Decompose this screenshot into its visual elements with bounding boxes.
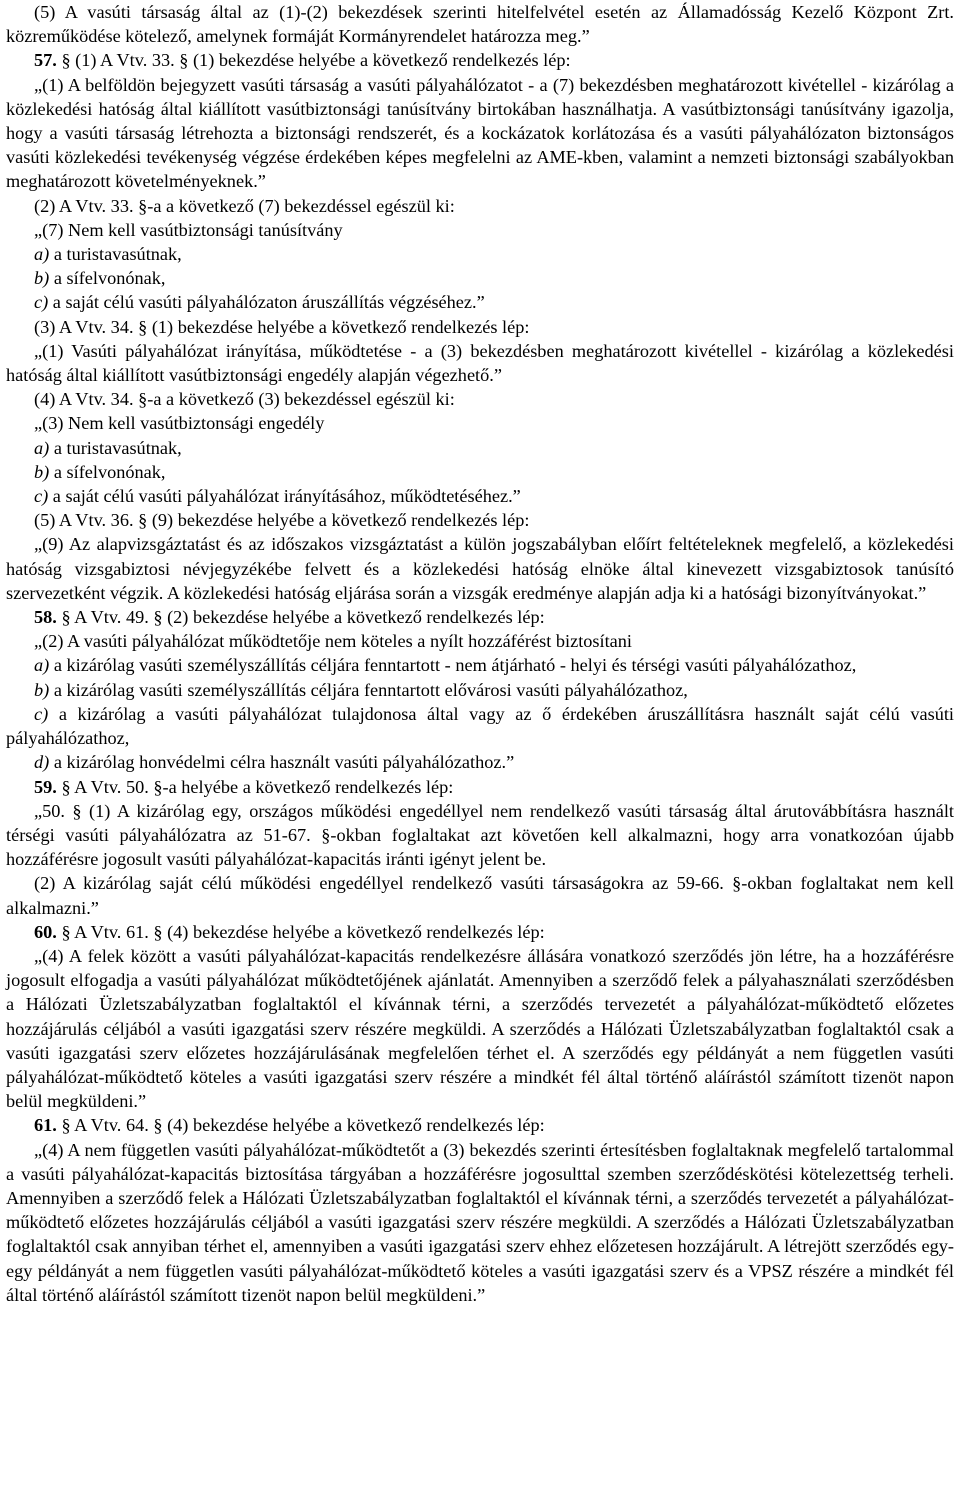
list-label: c) — [34, 292, 49, 313]
list-item: b) a sífelvonónak, — [34, 268, 166, 289]
paragraph: (2) A kizárólag saját célú működési engedéllyel rendelkező vasúti társaságokra az 59-66. §-okban foglaltakat nem kell alkalmazni.” — [6, 873, 954, 918]
section-number: 60. — [34, 921, 57, 942]
list-item: d) a kizárólag honvédelmi célra használt vasúti pályahálózathoz.” — [34, 752, 515, 773]
section-heading: 58. § A Vtv. 49. § (2) bekezdése helyébe a következő rendelkezés lép: — [34, 607, 545, 628]
section-number: 59. — [34, 776, 57, 797]
list-item: a) a turistavasútnak, — [34, 437, 182, 458]
section-number: 57. — [34, 50, 57, 71]
list-item: a) a turistavasútnak, — [34, 244, 182, 265]
paragraph: „(3) Nem kell vasútbiztonsági engedély — [34, 413, 325, 434]
list-label: a) — [34, 655, 50, 676]
paragraph: (4) A Vtv. 34. §-a a következő (3) bekezdéssel egészül ki: — [34, 389, 455, 410]
paragraph: (5) A vasúti társaság által az (1)-(2) bekezdések szerinti hitelfelvétel esetén az Államadósság Kezelő Központ Zrt. közreműködése kötelező, amelynek formáját Kormányrendelet határozza meg.” — [6, 2, 954, 47]
section-heading: 60. § A Vtv. 61. § (4) bekezdése helyébe a következő rendelkezés lép: — [34, 921, 545, 942]
list-item: a) a kizárólag vasúti személyszállítás céljára fenntartott - nem átjárható - helyi és térségi vasúti pályahálózathoz, — [34, 655, 857, 676]
paragraph: „(4) A felek között a vasúti pályahálózat-kapacitás rendelkezésre állására vonatkozó szerződés jön létre, ha a hozzáférésre jogosult elfogadja a vasúti pályahálózat működtetőjének ajánlatát. Amennyiben a szerződő felek a pályahasználati szerződésben a Hálózati Üzletszabályzatban foglaltaktól el kívánnak térni, a szerződés tervezetét a pályahálózat-működtető előzetes hozzájárulás céljából a vasúti igazgatási szerv részére megküldi. A szerződés a Hálózati Üzletszabályzatban foglaltaktól csak a vasúti igazgatási szerv előzetes hozzájárulásának megfelelően térhet el. A szerződés egy példányát a nem független vasúti pályahálózat-működtető köteles a vasúti igazgatási szerv részére a mindkét fél által történő aláírástól számított tizenöt napon belül megküldeni.” — [6, 945, 954, 1112]
list-item: b) a kizárólag vasúti személyszállítás céljára fenntartott elővárosi vasúti pályahálózathoz, — [34, 679, 688, 700]
section-number: 58. — [34, 607, 57, 628]
section-number: 61. — [34, 1115, 57, 1136]
list-label: c) — [34, 486, 49, 507]
paragraph: „(9) Az alapvizsgáztatást és az időszakos vizsgáztatást a külön jogszabályban előírt feltételeknek megfelelő, a közlekedési hatóság vizsgabiztosi névjegyzékébe felvett és a közlekedési hatóság elnöke által kinevezett vizsgabiztosok tanúsító szervezetként végzik. A közlekedési hatóság eljárása során a vizsgák eredménye alapján adja ki a hatósági bizonyítványokat.” — [6, 534, 954, 603]
list-label: a) — [34, 244, 50, 265]
paragraph: (3) A Vtv. 34. § (1) bekezdése helyébe a következő rendelkezés lép: — [34, 316, 530, 337]
list-item: c) a saját célú vasúti pályahálózat irányításához, működtetéséhez.” — [34, 486, 521, 507]
paragraph: „(2) A vasúti pályahálózat működtetője nem köteles a nyílt hozzáférést biztosítani — [34, 631, 633, 652]
paragraph: (5) A Vtv. 36. § (9) bekezdése helyébe a következő rendelkezés lép: — [34, 510, 530, 531]
paragraph: „(1) Vasúti pályahálózat irányítása, működtetése - a (3) bekezdésben meghatározott kivétellel - kizárólag a közlekedési hatóság által kiállított vasútbiztonsági engedély alapján végezhető.” — [6, 340, 954, 386]
list-label: a) — [34, 437, 50, 458]
list-label: c) — [34, 703, 49, 724]
list-item: c) a kizárólag a vasúti pályahálózat tulajdonosa által vagy az ő érdekében áruszállításra használt saját célú vasúti pályahálózathoz, — [6, 703, 954, 749]
paragraph: „(1) A belföldön bejegyzett vasúti társaság a vasúti pályahálózatot - a (7) bekezdésben meghatározott kivétellel - kizárólag a közlekedési hatóság által kiállított vasútbiztonsági tanúsítvány birtokában használhatja. A vasútbiztonsági tanúsítvány igazolja, hogy a vasúti társaság létrehozta a biztonsági rendszerét, és a kockázatok korlátozása és a vasúti pályahálózaton biztonságos vasúti közlekedési tevékenység végzése érdekében képes megfelelni az AME-kben, valamint a nemzeti biztonsági szabályokban meghatározott követelményeknek.” — [6, 74, 954, 192]
section-heading: 57. § (1) A Vtv. 33. § (1) bekezdése helyébe a következő rendelkezés lép: — [34, 50, 571, 71]
section-heading: 61. § A Vtv. 64. § (4) bekezdése helyébe a következő rendelkezés lép: — [34, 1115, 545, 1136]
section-heading: 59. § A Vtv. 50. §-a helyébe a következő rendelkezés lép: — [34, 776, 454, 797]
list-label: b) — [34, 461, 50, 482]
list-item: c) a saját célú vasúti pályahálózaton áruszállítás végzéséhez.” — [34, 292, 485, 313]
paragraph: (2) A Vtv. 33. §-a a következő (7) bekezdéssel egészül ki: — [34, 195, 455, 216]
list-label: d) — [34, 752, 50, 773]
paragraph: „50. § (1) A kizárólag egy, országos működési engedéllyel nem rendelkező vasúti társaság által árutovábbításra használt térségi vasúti pályahálózatra az 51-67. §-okban foglaltakat azt követően kell alkalmazni, hogy arra vonatkozóan újabb hozzáférésre jogosult vasúti pályahálózat-kapacitás iránti igényt jelent be. — [6, 800, 954, 870]
list-label: b) — [34, 679, 50, 700]
list-item: b) a sífelvonónak, — [34, 461, 166, 482]
paragraph: „(4) A nem független vasúti pályahálózat-működtetőt a (3) bekezdés szerinti értesítésben foglaltaknak megfelelő tartalommal a vasúti pályahálózat-kapacitás biztosítása tárgyában a hozzáférésre jogosulttal szemben szerződéskötési kötelezettség terheli. Amennyiben a szerződő felek a Hálózati Üzletszabályzatban foglaltaktól el kívánnak térni, a szerződés tervezetét a pályahálózat-működtető előzetes hozzájárulás céljából a vasúti igazgatási szerv részére megküldi. A szerződés a Hálózati Üzletszabályzatban foglaltaktól csak annyiban térhet el, amennyiben a vasúti igazgatási szerv ehhez előzetesen hozzájárult. A létrejött szerződés egy-egy példányát a nem független vasúti pályahálózat-működtető köteles a vasúti igazgatási szerv és a VPSZ részére a mindkét fél által történő aláírástól számított tizenöt napon belül megküldeni.” — [6, 1139, 954, 1305]
paragraph: „(7) Nem kell vasútbiztonsági tanúsítvány — [34, 219, 343, 240]
list-label: b) — [34, 268, 50, 289]
